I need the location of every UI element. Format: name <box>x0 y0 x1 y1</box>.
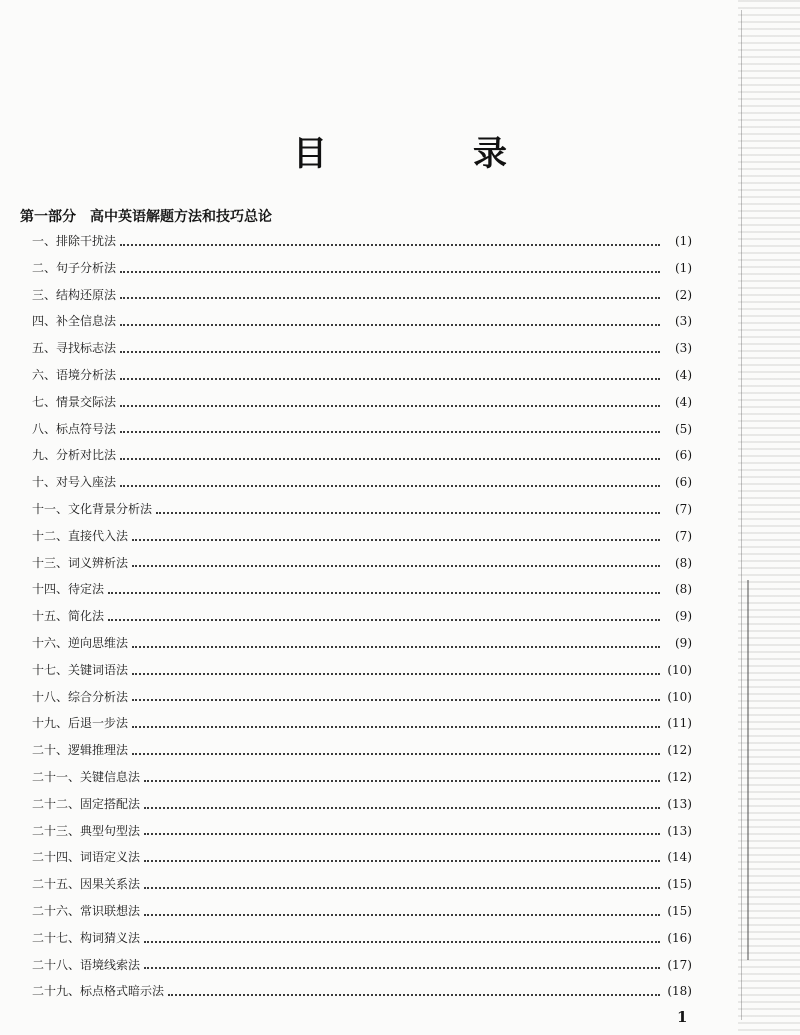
toc-entry[interactable] <box>32 630 692 657</box>
toc-entry[interactable] <box>32 255 692 282</box>
dot-leader <box>132 538 660 541</box>
toc-entry-label: 九、分析对比法 <box>32 448 117 463</box>
toc-entry-label: 二、句子分析法 <box>32 260 117 275</box>
toc-entry-label: 二十七、构词猜义法 <box>32 930 141 945</box>
toc-entry-label: 八、标点符号法 <box>32 421 117 436</box>
toc-entry[interactable] <box>32 416 692 443</box>
toc-entry-label: 二十二、固定搭配法 <box>32 796 141 811</box>
toc-entry-page: (10) <box>667 662 692 677</box>
toc-entry-label: 二十五、因果关系法 <box>32 877 141 892</box>
toc-entry-page: (8) <box>675 582 692 597</box>
toc-entry-page: (18) <box>667 984 692 999</box>
section-part: 第一部分 <box>20 209 76 225</box>
toc-entry[interactable] <box>32 389 692 416</box>
toc-entry-page: (1) <box>675 260 692 275</box>
toc-entry-page: (9) <box>675 635 692 650</box>
dot-leader <box>144 966 660 969</box>
toc-entry[interactable] <box>32 684 692 711</box>
toc-entry-label: 十六、逆向思维法 <box>32 635 129 650</box>
toc-entry-label: 二十、逻辑推理法 <box>32 743 129 758</box>
toc-entry[interactable] <box>32 925 692 952</box>
dot-leader <box>132 725 660 728</box>
section-heading <box>20 206 272 226</box>
toc-entry-label: 三、结构还原法 <box>32 287 117 302</box>
toc-entry-page: (12) <box>667 769 692 784</box>
toc-entry-label: 十八、综合分析法 <box>32 689 129 704</box>
toc-entry[interactable] <box>32 603 692 630</box>
toc-entry-page: (5) <box>675 421 692 436</box>
toc-entry[interactable] <box>32 657 692 684</box>
toc-entry-page: (6) <box>675 448 692 463</box>
dot-leader <box>132 752 660 755</box>
dot-leader <box>120 430 660 433</box>
toc-entry-page: (4) <box>675 367 692 382</box>
section-name: 高中英语解题方法和技巧总论 <box>90 209 272 225</box>
toc-entry-label: 十四、待定法 <box>32 582 105 597</box>
toc-entry[interactable] <box>32 362 692 389</box>
toc-entry-page: (2) <box>675 287 692 302</box>
toc-entry[interactable] <box>32 308 692 335</box>
table-of-contents <box>32 228 692 1005</box>
dot-leader <box>144 779 660 782</box>
toc-entry[interactable] <box>32 791 692 818</box>
toc-entry[interactable] <box>32 550 692 577</box>
toc-entry[interactable] <box>32 818 692 845</box>
toc-entry-label: 十九、后退一步法 <box>32 716 129 731</box>
toc-entry[interactable] <box>32 469 692 496</box>
dot-leader <box>108 591 660 594</box>
toc-entry[interactable] <box>32 764 692 791</box>
dot-leader <box>156 511 660 514</box>
toc-entry[interactable] <box>32 898 692 925</box>
toc-entry[interactable] <box>32 523 692 550</box>
toc-entry-label: 十七、关键词语法 <box>32 662 129 677</box>
toc-entry-page: (4) <box>675 394 692 409</box>
dot-leader <box>144 806 660 809</box>
toc-entry-page: (10) <box>667 689 692 704</box>
toc-entry-label: 十五、简化法 <box>32 609 105 624</box>
page-number: 1 <box>677 1008 688 1026</box>
toc-entry-label: 十二、直接代入法 <box>32 528 129 543</box>
toc-entry-label: 一、排除干扰法 <box>32 234 117 248</box>
toc-entry-page: (8) <box>675 555 692 570</box>
dot-leader <box>120 377 660 380</box>
toc-entry[interactable] <box>32 978 692 1005</box>
toc-entry-label: 十三、词义辨析法 <box>32 555 129 570</box>
toc-entry-label: 十、对号入座法 <box>32 475 117 490</box>
toc-entry[interactable] <box>32 844 692 871</box>
dot-leader <box>120 484 660 487</box>
toc-entry-label: 四、补全信息法 <box>32 314 117 329</box>
dot-leader <box>132 672 660 675</box>
dot-leader <box>120 296 660 299</box>
toc-entry[interactable] <box>32 335 692 362</box>
page-title: 目 录 <box>293 134 563 174</box>
toc-entry-label: 二十八、语境线索法 <box>32 957 141 972</box>
toc-entry-page: (11) <box>667 716 692 731</box>
toc-entry-page: (16) <box>667 930 692 945</box>
toc-entry-page: (17) <box>667 957 692 972</box>
toc-entry-page: (7) <box>675 501 692 516</box>
scan-edge-line <box>747 580 749 960</box>
toc-entry[interactable] <box>32 442 692 469</box>
toc-entry-label: 六、语境分析法 <box>32 367 117 382</box>
toc-entry-page: (3) <box>675 341 692 356</box>
dot-leader <box>120 457 660 460</box>
toc-entry[interactable] <box>32 228 692 255</box>
toc-entry-label: 二十六、常识联想法 <box>32 903 141 918</box>
toc-entry-page: (14) <box>667 850 692 865</box>
dot-leader <box>144 859 660 862</box>
toc-entry[interactable] <box>32 710 692 737</box>
toc-entry-label: 二十九、标点格式暗示法 <box>32 984 165 999</box>
toc-entry-label: 二十三、典型句型法 <box>32 823 141 838</box>
toc-entry[interactable] <box>32 576 692 603</box>
toc-entry-page: (15) <box>667 877 692 892</box>
toc-entry[interactable] <box>32 282 692 309</box>
toc-entry-page: (7) <box>675 528 692 543</box>
dot-leader <box>120 270 660 273</box>
toc-entry[interactable] <box>32 737 692 764</box>
dot-leader <box>144 913 660 916</box>
dot-leader <box>144 832 660 835</box>
toc-entry-label: 七、情景交际法 <box>32 394 117 409</box>
toc-entry-page: (13) <box>667 796 692 811</box>
toc-entry[interactable] <box>32 952 692 979</box>
toc-entry-label: 十一、文化背景分析法 <box>32 501 153 516</box>
toc-entry-page: (1) <box>675 234 692 248</box>
dot-leader <box>168 993 660 996</box>
dot-leader <box>120 350 660 353</box>
toc-entry-page: (13) <box>667 823 692 838</box>
dot-leader <box>132 645 660 648</box>
dot-leader <box>120 404 660 407</box>
dot-leader <box>120 243 660 246</box>
dot-leader <box>144 940 660 943</box>
toc-entry-page: (15) <box>667 903 692 918</box>
toc-entry-page: (9) <box>675 609 692 624</box>
toc-entry-label: 五、寻找标志法 <box>32 341 117 356</box>
dot-leader <box>108 618 660 621</box>
toc-entry-label: 二十四、词语定义法 <box>32 850 141 865</box>
toc-entry-page: (12) <box>667 743 692 758</box>
dot-leader <box>120 323 660 326</box>
dot-leader <box>132 564 660 567</box>
toc-entry-page: (3) <box>675 314 692 329</box>
toc-entry-page: (6) <box>675 475 692 490</box>
toc-entry-label: 二十一、关键信息法 <box>32 769 141 784</box>
dot-leader <box>144 886 660 889</box>
toc-entry[interactable] <box>32 871 692 898</box>
toc-entry[interactable] <box>32 496 692 523</box>
dot-leader <box>132 698 660 701</box>
